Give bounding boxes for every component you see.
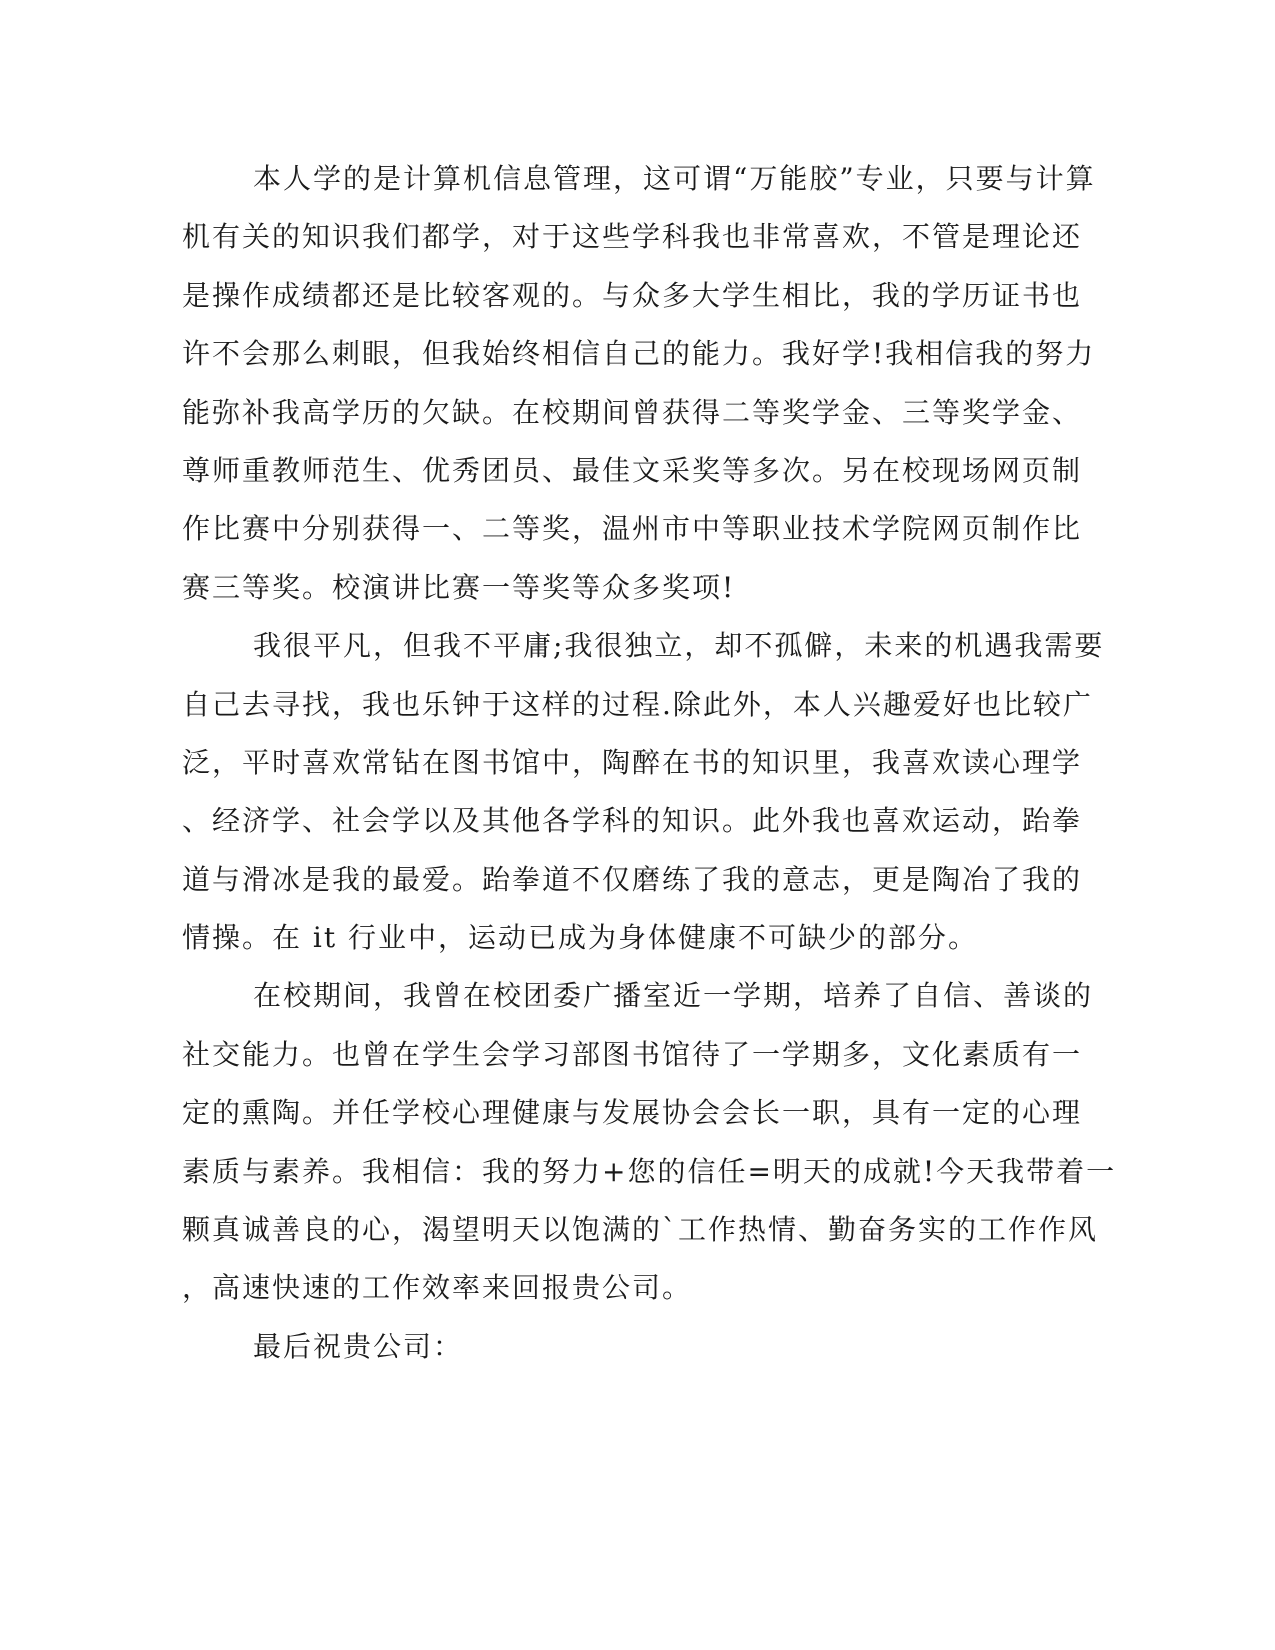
- text-line: 尊师重教师范生、优秀团员、最佳文采奖等多次。另在校现场网页制: [182, 453, 1083, 487]
- document-body: [182, 150, 1117, 1376]
- text-line: 情操。在 it 行业中，运动已成为身体健康不可缺少的部分。: [182, 921, 979, 955]
- text-line: 道与滑冰是我的最爱。跆拳道不仅磨练了我的意志，更是陶冶了我的: [182, 862, 1083, 896]
- text-line: 是操作成绩都还是比较客观的。与众多大学生相比，我的学历证书也: [182, 278, 1083, 312]
- text-line: 在校期间，我曾在校团委广播室近一学期，培养了自信、善谈的: [253, 979, 1094, 1013]
- text-line: 泛，平时喜欢常钻在图书馆中，陶醉在书的知识里，我喜欢读心理学: [182, 745, 1083, 779]
- text-line: 作比赛中分别获得一、二等奖，温州市中等职业技术学院网页制作比: [182, 512, 1083, 546]
- text-line: ，高速快速的工作效率来回报贵公司。: [182, 1271, 693, 1305]
- paragraph-4: [182, 1318, 1042, 1376]
- text-line: 本人学的是计算机信息管理，这可谓“万能胶”专业，只要与计算: [253, 162, 1096, 195]
- text-line: 能弥补我高学历的欠缺。在校期间曾获得二等奖学金、三等奖学金、: [182, 395, 1083, 429]
- text-line: 社交能力。也曾在学生会学习部图书馆待了一学期多，文化素质有一: [182, 1037, 1083, 1071]
- paragraph-2: [182, 617, 1105, 967]
- text-line: 许不会那么刺眼，但我始终相信自己的能力。我好学!我相信我的努力: [182, 337, 1096, 371]
- text-line: 定的熏陶。并任学校心理健康与发展协会会长一职，具有一定的心理: [182, 1096, 1083, 1130]
- text-line: 颗真诚善良的心，渴望明天以饱满的`工作热情、勤奋务实的工作作风: [182, 1213, 1099, 1247]
- text-line: 自己去寻找，我也乐钟于这样的过程.除此外，本人兴趣爱好也比较广: [182, 687, 1093, 721]
- text-line: 赛三等奖。校演讲比赛一等奖等众多奖项!: [182, 570, 736, 604]
- text-line: 机有关的知识我们都学，对于这些学科我也非常喜欢，不管是理论还: [182, 220, 1083, 254]
- text-line: 最后祝贵公司：: [253, 1329, 464, 1363]
- text-line: 我很平凡，但我不平庸;我很独立，却不孤僻，未来的机遇我需要: [253, 629, 1105, 663]
- text-line: 素质与素养。我相信：我的努力+您的信任=明天的成就!今天我带着一: [182, 1154, 1117, 1188]
- text-line: 、经济学、社会学以及其他各学科的知识。此外我也喜欢运动，跆拳: [182, 804, 1083, 838]
- paragraph-3: [182, 967, 1117, 1317]
- paragraph-1: [182, 150, 1096, 617]
